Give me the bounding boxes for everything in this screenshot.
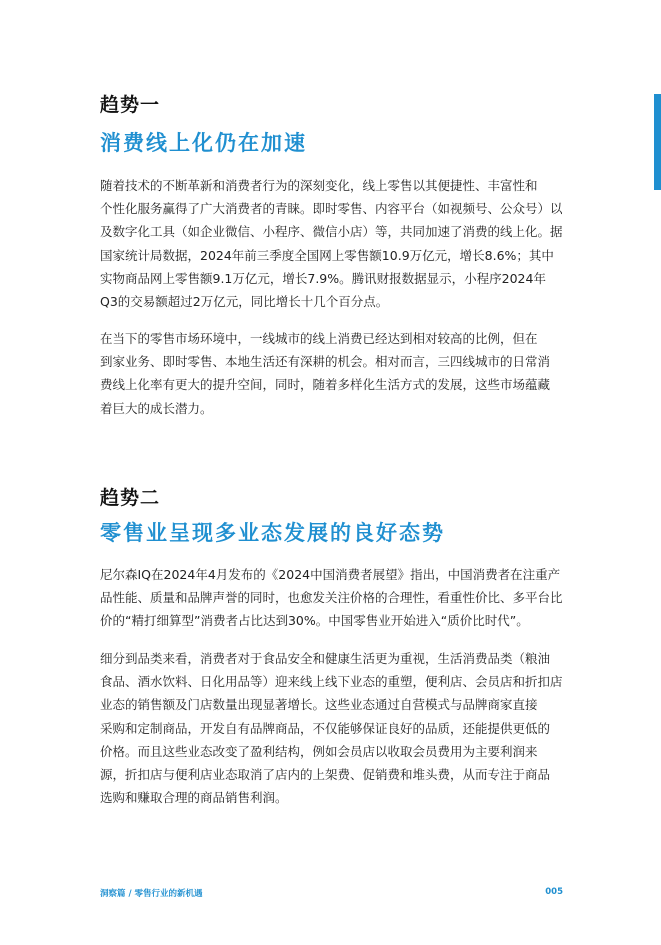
section2-paragraph-1 — [100, 563, 562, 633]
section2-heading: 趋势二 — [100, 487, 161, 509]
page-number: 005 — [545, 887, 563, 897]
text-line: 个性化服务赢得了广大消费者的青睐。即时零售、内容平台（如视频号、公众号）以 — [100, 201, 563, 217]
text-line: 品性能、质量和品牌声誉的同时，也愈发关注价格的合理性，看重性价比、多平台比 — [100, 590, 563, 606]
text-line: 费线上化率有更大的提升空间，同时，随着多样化生活方式的发展，这些市场蕴藏 — [100, 377, 551, 393]
text-line: 国家统计局数据，2024年前三季度全国网上零售额10.9万亿元，增长8.6%；其中 — [100, 247, 554, 263]
section1-heading: 趋势一 — [100, 94, 161, 116]
section1-paragraph-1 — [100, 174, 562, 313]
text-line: 尼尔森IQ在2024年4月发布的《2024中国消费者展望》指出，中国消费者在注重产 — [100, 567, 561, 582]
text-line: 价的“精打细算型”消费者占比达到30%。中国零售业开始进入“质价比时代”。 — [100, 613, 529, 629]
text-line: 价格。而且这些业态改变了盈利结构，例如会员店以收取会员费用为主要利润来 — [100, 743, 538, 759]
section2-subtitle: 零售业呈现多业态发展的良好态势 — [100, 521, 445, 545]
text-line: 及数字化工具（如企业微信、小程序、微信小店）等，共同加速了消费的线上化。据 — [100, 224, 563, 240]
text-line: 在当下的零售市场环境中，一线城市的线上消费已经达到相对较高的比例，但在 — [100, 331, 538, 346]
section1-subtitle: 消费线上化仍在加速 — [100, 131, 307, 155]
text-line: 到家业务、即时零售、本地生活还有深耕的机会。相对而言，三四线城市的日常消 — [100, 354, 551, 370]
text-line: 采购和定制商品，开发自有品牌商品，不仅能够保证良好的品质，还能提供更低的 — [100, 720, 551, 736]
text-line: Q3的交易额超过2万亿元，同比增长十几个百分点。 — [100, 294, 389, 310]
text-line: 食品、酒水饮料、日化用品等）迎来线上线下业态的重塑，便利店、会员店和折扣店 — [100, 674, 563, 690]
text-line: 实物商品网上零售额9.1万亿元，增长7.9%。腾讯财报数据显示，小程序2024年 — [100, 270, 546, 286]
section1-paragraph-2 — [100, 327, 562, 420]
footer-breadcrumb: 洞察篇 / 零售行业的新机遇 — [100, 889, 203, 899]
side-accent-tab — [654, 94, 661, 190]
text-line: 源，折扣店与便利店业态取消了店内的上架费、促销费和堆头费，从而专注于商品 — [100, 767, 551, 783]
text-line: 业态的销售额及门店数量出现显著增长。这些业态通过自营模式与品牌商家直接 — [100, 697, 538, 713]
text-line: 着巨大的成长潜力。 — [100, 400, 213, 416]
section2-paragraph-2 — [100, 647, 562, 809]
text-line: 随着技术的不断革新和消费者行为的深刻变化，线上零售以其便捷性、丰富性和 — [100, 178, 538, 193]
text-line: 选购和赚取合理的商品销售利润。 — [100, 790, 288, 806]
text-line: 细分到品类来看，消费者对于食品安全和健康生活更为重视，生活消费品类（粮油 — [100, 651, 551, 666]
